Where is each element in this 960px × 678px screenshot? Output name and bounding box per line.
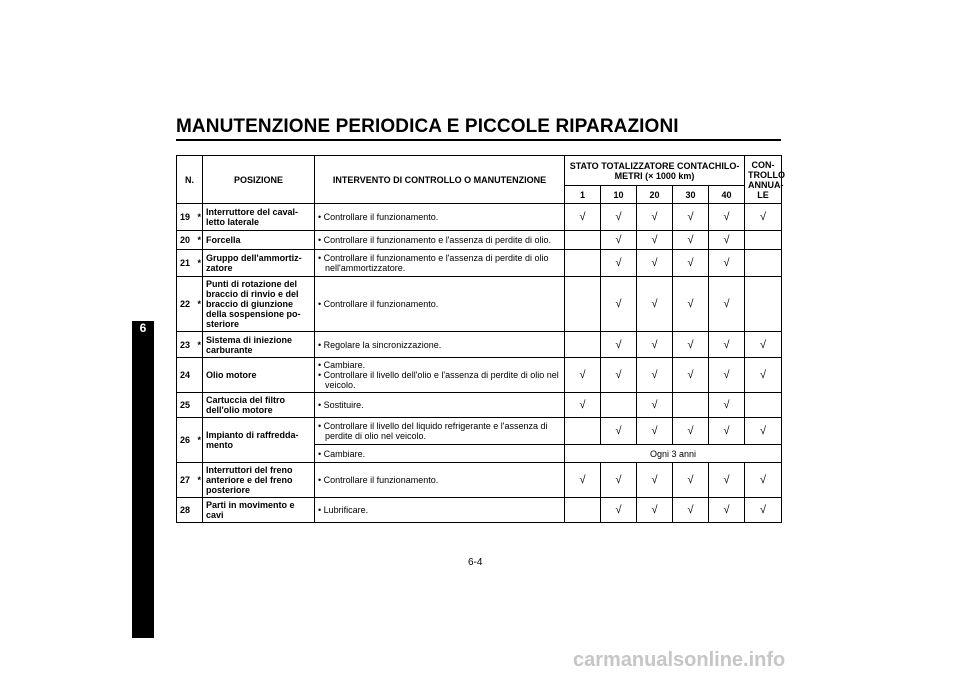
- table-row: [177, 418, 782, 445]
- row-star-marker: *: [195, 277, 203, 332]
- check-cell: √: [601, 332, 637, 358]
- page-number: 6-4: [468, 557, 483, 568]
- row-star-marker: [195, 358, 203, 393]
- check-cell: [565, 418, 601, 445]
- check-cell: √: [601, 204, 637, 231]
- check-cell: [745, 231, 782, 250]
- check-cell: √: [637, 204, 673, 231]
- row-star-marker: *: [195, 463, 203, 498]
- row-number: 28: [177, 498, 195, 523]
- maintenance-table: [176, 155, 786, 523]
- work-item: • Regolare la sincronizzazione.: [318, 339, 442, 350]
- row-work: [315, 231, 565, 250]
- table-row: [177, 393, 782, 418]
- work-item: • Controllare il funzionamento e l'assenza di perdite di olio nell'ammortizzatore.: [318, 253, 549, 273]
- header-annual: CON-TROLLO ANNUA-LE: [745, 156, 782, 204]
- check-cell: [745, 393, 782, 418]
- row-work: [315, 250, 565, 277]
- row-position: Olio motore: [203, 358, 315, 393]
- chapter-tab: [132, 321, 154, 638]
- check-cell: √: [637, 277, 673, 332]
- row-number: 19: [177, 204, 195, 231]
- table-row: [177, 463, 782, 498]
- check-cell: [565, 498, 601, 523]
- check-cell: [673, 393, 709, 418]
- table-row: [177, 498, 782, 523]
- check-cell: √: [709, 332, 745, 358]
- header-odometer: STATO TOTALIZZATORE CONTACHILO-METRI (× 1000 km): [565, 156, 745, 186]
- row-number: 23: [177, 332, 195, 358]
- work-item: • Controllare il funzionamento.: [318, 212, 439, 222]
- check-cell: √: [673, 250, 709, 277]
- table-row: [177, 332, 782, 358]
- header-km-30: 30: [673, 186, 709, 204]
- watermark: carmanualsonline.info: [573, 649, 786, 671]
- row-position: Sistema di iniezione carburante: [203, 332, 315, 358]
- check-cell: √: [709, 418, 745, 445]
- work-item: • Controllare il livello dell'olio e l'assenza di perdite di olio nel veicolo.: [318, 370, 559, 390]
- row-star-marker: *: [195, 250, 203, 277]
- row-position: Gruppo dell'ammortiz-zatore: [203, 250, 315, 277]
- check-cell: √: [601, 358, 637, 393]
- check-cell: √: [565, 393, 601, 418]
- check-cell: √: [673, 204, 709, 231]
- row-star-marker: [195, 498, 203, 523]
- row-position: Forcella: [203, 231, 315, 250]
- chapter-number: 6: [139, 321, 147, 335]
- header-n: N.: [177, 156, 203, 204]
- check-cell: √: [673, 358, 709, 393]
- check-cell: √: [745, 498, 782, 523]
- header-km-10: 10: [601, 186, 637, 204]
- row-work: [315, 393, 565, 418]
- check-cell: √: [709, 204, 745, 231]
- check-cell: √: [745, 204, 782, 231]
- check-cell: √: [709, 393, 745, 418]
- title-rule: [176, 139, 781, 141]
- work-item: • Controllare il funzionamento e l'assenza di perdite di olio.: [318, 235, 551, 245]
- check-cell: √: [637, 463, 673, 498]
- work-item: • Cambiare.: [318, 360, 366, 370]
- table-row: [177, 204, 782, 231]
- check-cell: √: [637, 231, 673, 250]
- row-number: 27: [177, 463, 195, 498]
- check-cell: √: [601, 231, 637, 250]
- row-work: [315, 277, 565, 332]
- check-cell: √: [709, 463, 745, 498]
- work-item: • Controllare il funzionamento.: [318, 299, 439, 309]
- check-cell: √: [745, 418, 782, 445]
- check-cell: √: [745, 358, 782, 393]
- check-cell: √: [745, 332, 782, 358]
- work-item: • Sostituire.: [318, 400, 364, 410]
- row-position: Punti di rotazione del braccio di rinvio e del braccio di giunzione della sospensione po-steriore: [203, 277, 315, 332]
- check-cell: √: [673, 277, 709, 332]
- check-cell: √: [673, 231, 709, 250]
- check-cell: √: [745, 463, 782, 498]
- check-cell: √: [709, 277, 745, 332]
- check-cell: √: [565, 204, 601, 231]
- check-cell: √: [637, 498, 673, 523]
- header-km-20: 20: [637, 186, 673, 204]
- row-number: 26: [177, 418, 195, 463]
- check-cell: [565, 277, 601, 332]
- table-row: [177, 358, 782, 393]
- header-position: POSIZIONE: [203, 156, 315, 204]
- check-cell: √: [709, 250, 745, 277]
- check-cell: √: [709, 231, 745, 250]
- check-cell: [601, 393, 637, 418]
- check-cell: √: [601, 498, 637, 523]
- check-cell: √: [601, 277, 637, 332]
- check-cell: √: [637, 332, 673, 358]
- header-work: INTERVENTO DI CONTROLLO O MANUTENZIONE: [315, 156, 565, 204]
- work-item: • Controllare il funzionamento.: [318, 475, 439, 485]
- row-work: [315, 204, 565, 231]
- page-title: MANUTENZIONE PERIODICA E PICCOLE RIPARAZIONI: [176, 116, 679, 137]
- table-body: [177, 204, 782, 523]
- row-number: 21: [177, 250, 195, 277]
- check-cell: [565, 231, 601, 250]
- row-star-marker: *: [195, 231, 203, 250]
- row-star-marker: *: [195, 418, 203, 463]
- check-cell: √: [565, 358, 601, 393]
- check-cell: √: [637, 358, 673, 393]
- row-number: 20: [177, 231, 195, 250]
- check-cell: [745, 277, 782, 332]
- check-cell: √: [709, 498, 745, 523]
- row-position: Impianto di raffredda-mento: [203, 418, 315, 463]
- check-cell: √: [601, 463, 637, 498]
- row-number: 24: [177, 358, 195, 393]
- row-work: [315, 332, 565, 358]
- check-cell: √: [601, 418, 637, 445]
- check-cell: √: [637, 250, 673, 277]
- work-item: • Cambiare.: [318, 448, 366, 459]
- row-number: 22: [177, 277, 195, 332]
- row-star-marker: *: [195, 204, 203, 231]
- row-star-marker: [195, 393, 203, 418]
- row-position: Interruttore del caval-letto laterale: [203, 204, 315, 231]
- check-cell: √: [673, 332, 709, 358]
- check-cell: √: [673, 498, 709, 523]
- interval-note: Ogni 3 anni: [565, 445, 782, 463]
- row-position: Interruttori del freno anteriore e del freno posteriore: [203, 463, 315, 498]
- check-cell: √: [673, 418, 709, 445]
- row-work: [315, 418, 565, 445]
- table-row: [177, 277, 782, 332]
- check-cell: [745, 250, 782, 277]
- check-cell: √: [565, 463, 601, 498]
- row-position: Parti in movimento e cavi: [203, 498, 315, 523]
- row-work: [315, 358, 565, 393]
- row-number: 25: [177, 393, 195, 418]
- row-work: [315, 445, 565, 463]
- check-cell: √: [637, 393, 673, 418]
- work-item: • Lubrificare.: [318, 505, 369, 515]
- row-star-marker: *: [195, 332, 203, 358]
- check-cell: √: [637, 418, 673, 445]
- check-cell: √: [673, 463, 709, 498]
- row-work: [315, 498, 565, 523]
- work-item: • Controllare il livello del liquido refrigerante e l'assenza di perdite di olio nel veicolo.: [318, 421, 548, 441]
- table-row: [177, 231, 782, 250]
- check-cell: √: [601, 250, 637, 277]
- check-cell: [565, 332, 601, 358]
- check-cell: √: [709, 358, 745, 393]
- check-cell: [565, 250, 601, 277]
- header-km-40: 40: [709, 186, 745, 204]
- table-row: [177, 250, 782, 277]
- row-work: [315, 463, 565, 498]
- header-km-1: 1: [565, 186, 601, 204]
- row-position: Cartuccia del filtro dell'olio motore: [203, 393, 315, 418]
